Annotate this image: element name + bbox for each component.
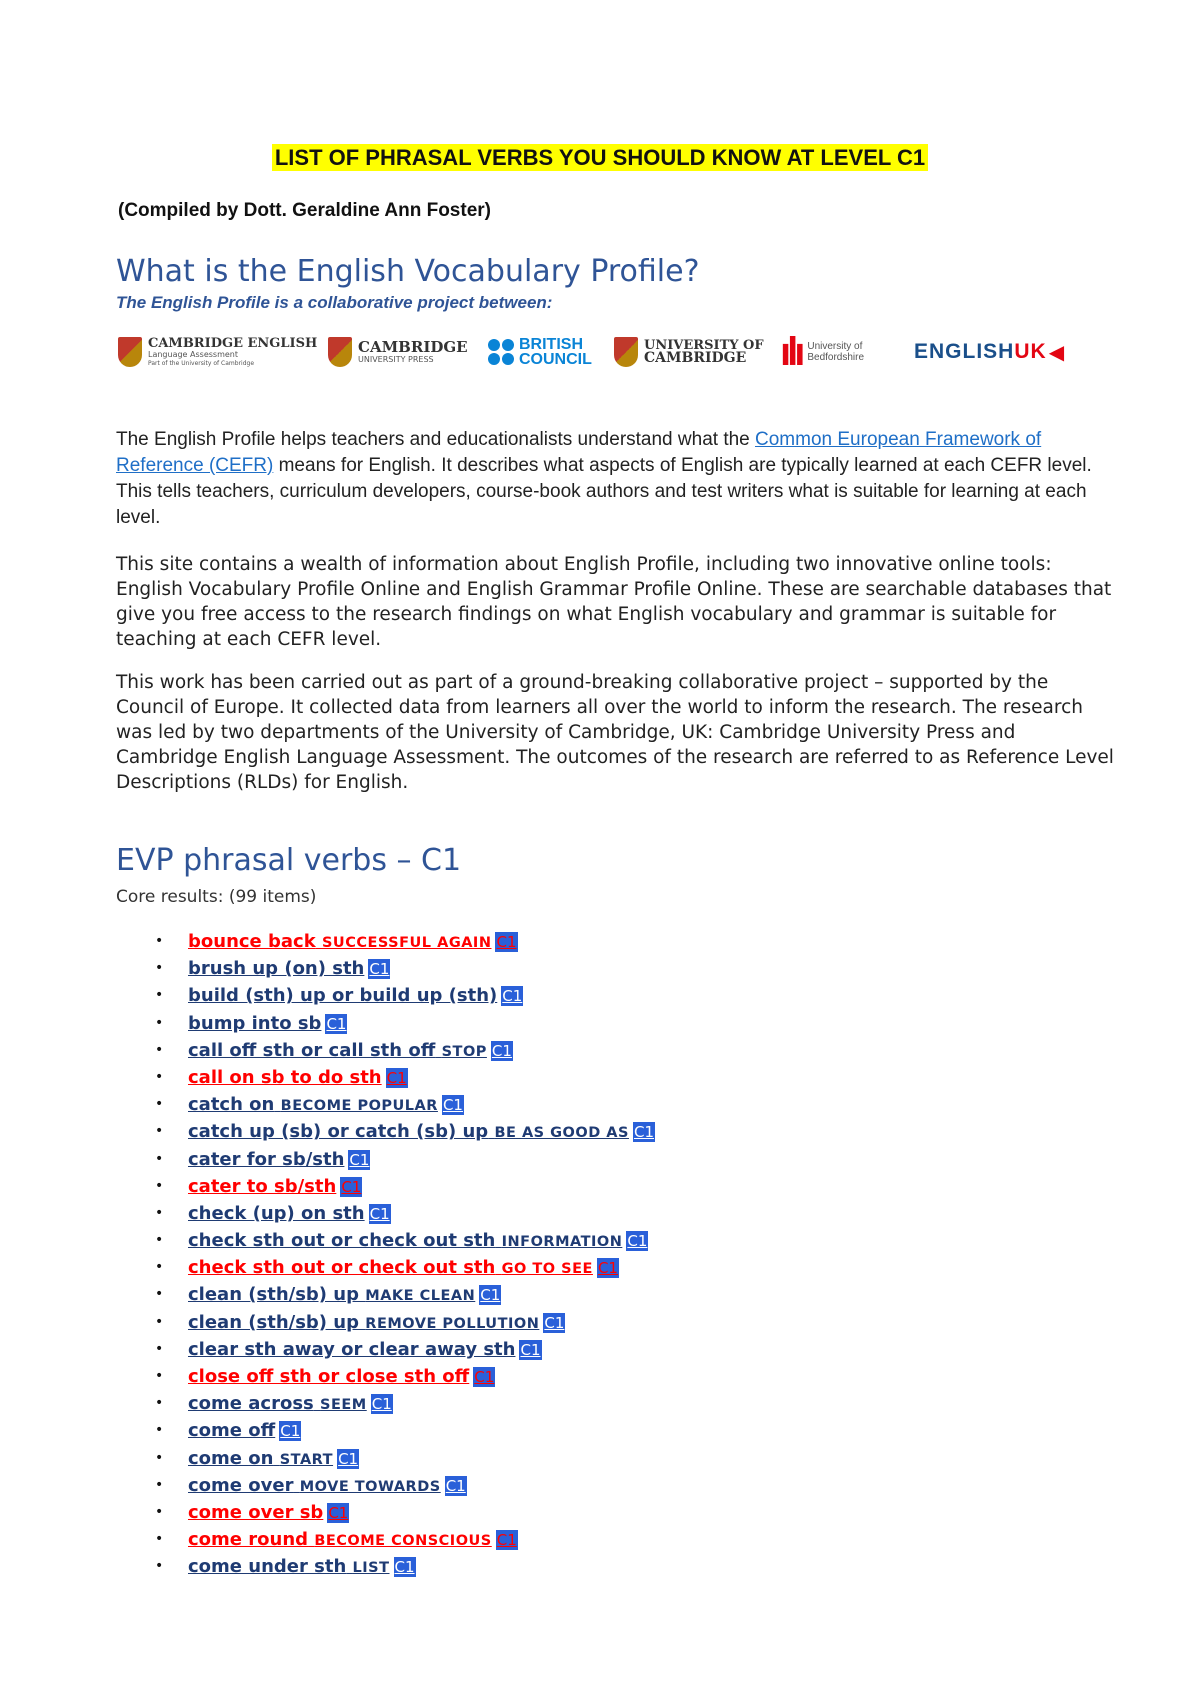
bullet-icon: •	[155, 933, 164, 949]
verb-text: check (up) on sth	[188, 1202, 365, 1224]
phrasal-verb-link[interactable]	[188, 1529, 518, 1550]
level-badge: C1	[386, 1068, 407, 1087]
bullet-icon: •	[155, 1422, 164, 1439]
phrasal-verb-link[interactable]	[188, 1067, 408, 1088]
bullet-icon: •	[155, 1340, 164, 1357]
list-item	[155, 928, 655, 955]
phrasal-verb-link[interactable]	[188, 1420, 301, 1441]
list-item	[155, 982, 655, 1009]
title-block	[0, 145, 1200, 171]
cambridge-crest-icon	[118, 337, 142, 367]
verb-text: bounce back	[188, 931, 316, 952]
bullet-icon: •	[155, 960, 164, 977]
phrasal-verb-link[interactable]	[188, 1448, 359, 1469]
level-badge: C1	[369, 1204, 390, 1223]
level-badge: C1	[496, 1531, 517, 1550]
list-item	[155, 1064, 655, 1091]
verb-text: check sth out or check out sth	[188, 1257, 496, 1279]
list-item	[155, 1526, 655, 1553]
level-badge: C1	[341, 1177, 362, 1196]
core-results: Core results: (99 items)	[116, 887, 317, 907]
intro-text-before: The English Profile helps teachers and educationalists understand what the	[116, 429, 756, 450]
british-council-line2: COUNCIL	[519, 351, 592, 368]
phrasal-verb-link[interactable]	[188, 958, 390, 979]
english-uk-logo	[914, 328, 1064, 376]
bullet-icon: •	[155, 1232, 164, 1249]
verb-text: check sth out or check out sth	[188, 1230, 496, 1252]
tools-paragraph: This site contains a wealth of information about English Profile, including two innovative online tools: English Vocabulary Profile Online and English Grammar Profile Online. These are searchable databases that give you free access to the research findings on what English vocabulary and grammar is suitable for teaching at each CEFR level.	[116, 554, 1112, 650]
phrasal-verb-link[interactable]	[188, 1149, 370, 1170]
verb-text: come across	[188, 1393, 314, 1415]
guide-word: SUCCESSFUL AGAIN	[321, 935, 492, 951]
verb-text: call off sth or call sth off	[188, 1039, 436, 1061]
verb-text: come over sb	[188, 1501, 324, 1523]
bullet-icon: •	[155, 1531, 164, 1548]
level-badge: C1	[496, 933, 517, 951]
level-badge: C1	[627, 1232, 648, 1251]
bullet-icon: •	[155, 1204, 164, 1221]
verb-text: call on sb to do sth	[188, 1066, 382, 1088]
bullet-icon: •	[155, 1150, 164, 1167]
bullet-icon: •	[155, 1503, 164, 1520]
univ-cambridge-line2: CAMBRIDGE	[644, 350, 747, 366]
verb-text: come under sth	[188, 1556, 347, 1578]
bullet-icon: •	[155, 1395, 164, 1412]
english-uk-part1: ENGLISH	[914, 340, 1015, 363]
bullet-icon: •	[155, 1014, 164, 1031]
level-badge: C1	[442, 1096, 463, 1115]
list-item	[155, 1336, 655, 1363]
phrasal-verb-link[interactable]	[188, 931, 518, 952]
phrasal-verb-link[interactable]	[188, 1393, 393, 1414]
cambridge-english-line1: CAMBRIDGE ENGLISH	[148, 335, 318, 351]
phrasal-verb-link[interactable]	[188, 1094, 464, 1115]
list-item	[155, 955, 655, 982]
evp-heading: What is the English Vocabulary Profile?	[116, 254, 700, 289]
level-badge: C1	[491, 1041, 512, 1060]
list-item	[155, 1227, 655, 1254]
list-item	[155, 1499, 655, 1526]
cambridge-english-line2: Language Assessment	[148, 349, 239, 359]
bullet-icon: •	[155, 1368, 164, 1384]
level-badge: C1	[280, 1422, 301, 1441]
list-item	[155, 1281, 655, 1308]
level-badge: C1	[338, 1449, 359, 1468]
verb-text: catch on	[188, 1094, 275, 1116]
british-council-logo	[488, 328, 592, 376]
level-badge: C1	[597, 1259, 618, 1278]
phrasal-verb-link[interactable]	[188, 1312, 565, 1333]
level-badge: C1	[544, 1313, 565, 1332]
phrasal-verb-link[interactable]	[188, 1121, 655, 1142]
list-item	[155, 1553, 655, 1580]
verb-text: come off	[188, 1420, 276, 1442]
verb-text: come over	[188, 1474, 294, 1496]
guide-word: INFORMATION	[501, 1234, 623, 1251]
bullet-icon: •	[155, 1041, 164, 1058]
cambridge-press-logo	[328, 328, 468, 376]
verb-text: build (sth) up or build up (sth)	[188, 985, 498, 1007]
level-badge: C1	[502, 987, 523, 1006]
level-badge: C1	[474, 1368, 495, 1386]
cambridge-press-line2: UNIVERSITY PRESS	[358, 354, 434, 364]
level-badge: C1	[394, 1558, 415, 1577]
level-badge: C1	[633, 1123, 654, 1142]
phrasal-verb-link[interactable]	[188, 1366, 495, 1387]
verb-text: cater to sb/sth	[188, 1175, 337, 1197]
level-badge: C1	[480, 1286, 501, 1305]
list-item	[155, 1417, 655, 1444]
phrasal-verb-link[interactable]	[188, 1013, 347, 1034]
verb-text: cater for sb/sth	[188, 1148, 345, 1170]
bullet-icon: •	[155, 1123, 164, 1140]
guide-word: LIST	[352, 1560, 390, 1577]
phrasal-verb-link[interactable]	[188, 1284, 501, 1305]
phrasal-verb-link[interactable]	[188, 1176, 362, 1197]
univ-cambridge-crest-icon	[614, 337, 638, 367]
cambridge-press-crest-icon	[328, 337, 352, 367]
verb-text: clear sth away or clear away sth	[188, 1338, 516, 1360]
compiled-by: (Compiled by Dott. Geraldine Ann Foster)	[118, 200, 491, 221]
cefr-link[interactable]: Common European Framework of Reference (CEFR)	[116, 429, 1042, 476]
list-item	[155, 1390, 655, 1417]
bullet-icon: •	[155, 1476, 164, 1493]
guide-word: BE AS GOOD AS	[494, 1125, 629, 1142]
intro-paragraph	[116, 427, 1096, 531]
bedfordshire-mark-icon: ılı	[780, 330, 802, 374]
univ-bedfordshire-line1: University of	[807, 341, 863, 352]
list-item	[155, 1254, 655, 1281]
phrasal-verb-link[interactable]	[188, 1203, 391, 1224]
phrasal-verb-link[interactable]	[188, 1257, 619, 1278]
cambridge-english-logo	[118, 328, 317, 376]
level-badge: C1	[445, 1476, 466, 1495]
univ-bedfordshire-line2: Bedfordshire	[807, 352, 865, 363]
phrasal-verb-link[interactable]	[188, 1475, 467, 1496]
evp-subtitle: The English Profile is a collaborative project between:	[116, 293, 553, 312]
verb-text: close off sth or close sth off	[188, 1366, 470, 1387]
guide-word: BECOME POPULAR	[280, 1098, 438, 1115]
level-badge: C1	[349, 1150, 370, 1169]
phrasal-verb-link[interactable]	[188, 1230, 648, 1251]
partner-logos	[118, 328, 1078, 376]
bullet-icon: •	[155, 1259, 164, 1276]
guide-word: SEEM	[320, 1397, 367, 1414]
list-item	[155, 1472, 655, 1499]
bullet-icon: •	[155, 1068, 164, 1085]
guide-word: STOP	[441, 1043, 487, 1060]
list-item	[155, 1173, 655, 1200]
british-council-dots-icon	[488, 339, 514, 365]
level-badge: C1	[369, 960, 390, 979]
phrasal-verb-link[interactable]	[188, 1339, 542, 1360]
level-badge: C1	[328, 1503, 349, 1522]
univ-cambridge-line1: UNIVERSITY OF	[644, 338, 764, 353]
list-item	[155, 1118, 655, 1145]
list-item	[155, 1037, 655, 1064]
phrasal-verb-link[interactable]	[188, 1502, 349, 1523]
verb-text: catch up (sb) or catch (sb) up	[188, 1121, 489, 1143]
british-council-line1: BRITISH	[519, 336, 583, 353]
verb-text: clean (sth/sb) up	[188, 1284, 359, 1306]
list-item	[155, 1445, 655, 1472]
bullet-icon: •	[155, 987, 164, 1004]
intro-text-after: means for English. It describes what aspects of English are typically learned at each CEFR level. This tells teachers, curriculum developers, course-book authors and test writers what is suitable for learning at each level.	[116, 455, 1092, 528]
english-uk-part2: UK	[1014, 340, 1047, 363]
list-item	[155, 1010, 655, 1037]
univ-bedfordshire-logo	[780, 328, 864, 376]
level-badge: C1	[326, 1014, 347, 1033]
list-item	[155, 1200, 655, 1227]
phrasal-verb-list	[155, 928, 655, 1581]
english-uk-arrow-icon: ◀	[1048, 340, 1065, 364]
verb-text: brush up (on) sth	[188, 958, 365, 980]
phrasal-verb-link[interactable]	[188, 985, 523, 1006]
bullet-icon: •	[155, 1558, 164, 1575]
bullet-icon: •	[155, 1313, 164, 1330]
phrasal-heading: EVP phrasal verbs – C1	[116, 843, 462, 878]
guide-word: BECOME CONSCIOUS	[314, 1533, 492, 1550]
verb-text: come on	[188, 1447, 274, 1469]
bullet-icon: •	[155, 1177, 164, 1194]
bullet-icon: •	[155, 1449, 164, 1466]
guide-word: MOVE TOWARDS	[299, 1478, 441, 1495]
verb-text: clean (sth/sb) up	[188, 1311, 359, 1333]
list-item	[155, 1146, 655, 1173]
level-badge: C1	[520, 1340, 541, 1359]
guide-word: GO TO SEE	[501, 1261, 593, 1278]
level-badge: C1	[371, 1395, 392, 1414]
verb-text: bump into sb	[188, 1012, 322, 1034]
list-item	[155, 1309, 655, 1336]
verb-text: come round	[188, 1529, 309, 1551]
cambridge-press-line1: CAMBRIDGE	[358, 337, 468, 356]
list-item	[155, 1363, 655, 1390]
phrasal-verb-link[interactable]	[188, 1556, 416, 1577]
cambridge-english-line3: Part of the University of Cambridge	[148, 359, 255, 367]
bullet-icon: •	[155, 1286, 164, 1303]
guide-word: MAKE CLEAN	[365, 1288, 476, 1305]
univ-cambridge-logo	[614, 328, 764, 376]
page-title: LIST OF PHRASAL VERBS YOU SHOULD KNOW AT LEVEL C1	[272, 144, 928, 171]
bullet-icon: •	[155, 1096, 164, 1113]
research-paragraph: This work has been carried out as part of a ground-breaking collaborative project – supported by the Council of Europe. It collected data from learners all over the world to inform the research. The research was led by two departments of the University of Cambridge, UK: Cambridge University Press and Cambridge English Language Assessment. The outcomes of the research are referred to as Reference Level Descriptions (RLDs) for English.	[116, 672, 1114, 793]
list-item	[155, 1091, 655, 1118]
phrasal-verb-link[interactable]	[188, 1040, 513, 1061]
guide-word: START	[279, 1451, 334, 1468]
guide-word: REMOVE POLLUTION	[365, 1315, 540, 1332]
